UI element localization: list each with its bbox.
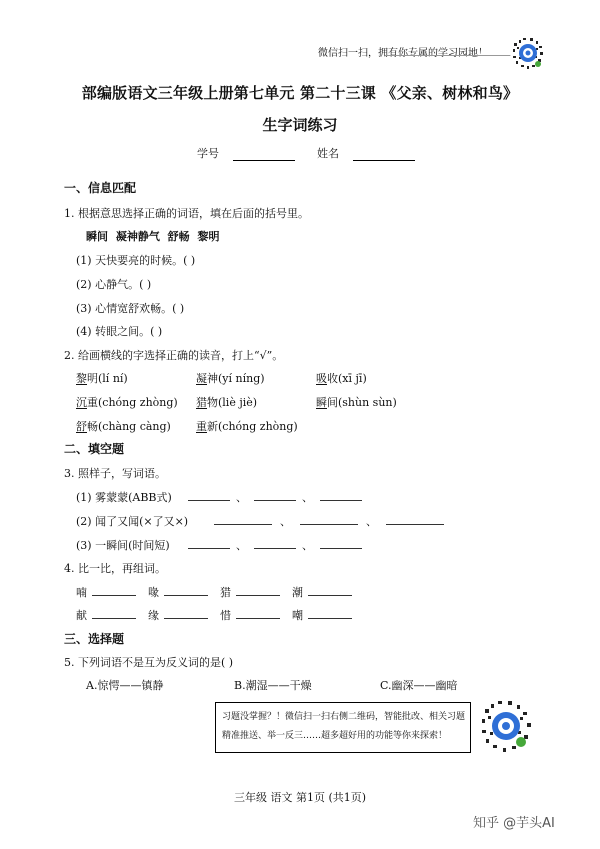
compare-char: 猎	[220, 586, 231, 599]
word-rest: 间	[327, 396, 338, 409]
page-footer: 三年级 语文 第1页 (共1页)	[233, 791, 367, 804]
q1-item[interactable]: (1) 天快要亮的时候。( )	[76, 254, 196, 267]
underlined-char: 凝	[196, 372, 207, 385]
underlined-char: 舒	[76, 420, 87, 433]
compare-char: 喙	[148, 586, 159, 599]
compare-char: 潮	[292, 586, 303, 599]
answer-blank[interactable]	[188, 490, 230, 501]
pinyin-options: (chóng zhòng)	[218, 420, 298, 433]
question-5: 5. 下列词语不是互为反义词的是( )	[64, 656, 234, 669]
answer-blank[interactable]	[300, 514, 358, 525]
section-heading: 二、填空题	[64, 442, 125, 456]
answer-blank[interactable]	[236, 608, 280, 619]
q3-item-label: (3) 一瞬间(时间短)	[76, 539, 170, 552]
q1-item[interactable]: (2) 心静气。( )	[76, 278, 152, 291]
answer-blank[interactable]	[92, 608, 136, 619]
compare-char: 喃	[76, 586, 87, 599]
separator: 、	[366, 515, 377, 528]
word-rest: 收	[327, 372, 338, 385]
word-rest: 物	[207, 396, 218, 409]
pinyin-options: (liè jiè)	[218, 396, 258, 409]
header-note: 微信扫一扫，拥有你专属的学习园地！	[318, 48, 488, 59]
section-heading: 一、信息匹配	[64, 181, 137, 195]
option-a[interactable]: A.惊愕——镇静	[86, 679, 164, 692]
underlined-char: 瞬	[316, 396, 327, 409]
question-4: 4. 比一比，再组词。	[64, 562, 166, 575]
word-rest: 明	[87, 372, 98, 385]
pinyin-options: (chàng càng)	[98, 420, 171, 433]
pinyin-choice[interactable]	[76, 394, 178, 410]
q3-item	[76, 513, 188, 529]
q1-item[interactable]: (4) 转眼之间。( )	[76, 325, 163, 338]
answer-blank[interactable]	[308, 608, 352, 619]
promo-text: 习题没掌握？！微信扫一扫右侧二维码，智能批改、相关习题精准推送、举一反三……超多超好用的功能等你来探索！	[222, 712, 466, 741]
underlined-char: 黎	[76, 372, 87, 385]
pinyin-options: (xī jī)	[338, 372, 367, 385]
answer-blank[interactable]	[164, 585, 208, 596]
worksheet-title: 部编版语文三年级上册第七单元 第二十三课 《父亲、树林和鸟》	[81, 84, 519, 102]
word-rest: 新	[207, 420, 218, 433]
watermark: 知乎 @芋头AI	[473, 816, 555, 831]
answer-blank[interactable]	[320, 490, 362, 501]
qr-code-icon[interactable]	[510, 35, 546, 71]
pinyin-choice[interactable]	[316, 370, 367, 386]
q3-item	[76, 489, 172, 505]
answer-blank[interactable]	[188, 538, 230, 549]
answer-blank[interactable]	[236, 585, 280, 596]
word-rest: 神	[207, 372, 218, 385]
option-c[interactable]: C.幽深——幽暗	[380, 679, 458, 692]
pinyin-options: (shùn sùn)	[338, 396, 397, 409]
student-no-label: 学号	[197, 147, 219, 160]
underlined-char: 吸	[316, 372, 327, 385]
name-label: 姓名	[317, 147, 339, 160]
answer-blank[interactable]	[92, 585, 136, 596]
underlined-char: 猎	[196, 396, 207, 409]
pinyin-options: (lí ní)	[98, 372, 128, 385]
student-no-field[interactable]	[197, 145, 295, 161]
pinyin-choice[interactable]	[196, 418, 298, 434]
answer-blank[interactable]	[254, 490, 296, 501]
separator: 、	[280, 515, 291, 528]
separator: 、	[302, 539, 313, 552]
answer-blank[interactable]	[164, 608, 208, 619]
question-1: 1. 根据意思选择正确的词语，填在后面的括号里。	[64, 207, 309, 220]
option-b[interactable]: B.潮湿——干燥	[234, 679, 312, 692]
qr-code-icon[interactable]	[477, 697, 535, 755]
question-3: 3. 照样子，写词语。	[64, 467, 166, 480]
section-heading: 三、选择题	[64, 632, 125, 646]
answer-blank[interactable]	[308, 585, 352, 596]
separator: 、	[302, 491, 313, 504]
answer-blank[interactable]	[214, 514, 272, 525]
separator: 、	[236, 491, 247, 504]
compare-char: 缘	[148, 609, 159, 622]
compare-char: 惜	[220, 609, 231, 622]
word-bank: 瞬间 凝神静气 舒畅 黎明	[86, 230, 220, 243]
compare-char: 献	[76, 609, 87, 622]
compare-char: 嘲	[292, 609, 303, 622]
pinyin-options: (chóng zhòng)	[98, 396, 178, 409]
pinyin-choice[interactable]	[196, 394, 257, 410]
word-rest: 畅	[87, 420, 98, 433]
underlined-char: 沉	[76, 396, 87, 409]
pinyin-options: (yí níng)	[218, 372, 265, 385]
q3-item-label: (2) 闻了又闻(×了又×)	[76, 515, 189, 528]
answer-blank[interactable]	[386, 514, 444, 525]
q3-item	[76, 537, 170, 553]
word-rest: 重	[87, 396, 98, 409]
q1-item[interactable]: (3) 心情宽舒欢畅。( )	[76, 302, 185, 315]
worksheet-subtitle: 生字词练习	[262, 116, 338, 134]
pinyin-choice[interactable]	[316, 394, 397, 410]
pinyin-choice[interactable]	[76, 370, 128, 386]
answer-blank[interactable]	[320, 538, 362, 549]
separator: 、	[236, 539, 247, 552]
underlined-char: 重	[196, 420, 207, 433]
pinyin-choice[interactable]	[76, 418, 171, 434]
student-no-blank[interactable]	[233, 160, 295, 161]
q3-item-label: (1) 雾蒙蒙(ABB式)	[76, 491, 172, 504]
pinyin-choice[interactable]	[196, 370, 265, 386]
name-blank[interactable]	[353, 160, 415, 161]
answer-blank[interactable]	[254, 538, 296, 549]
name-field[interactable]	[317, 145, 415, 161]
question-2: 2. 给画横线的字选择正确的读音，打上“√”。	[64, 349, 284, 362]
